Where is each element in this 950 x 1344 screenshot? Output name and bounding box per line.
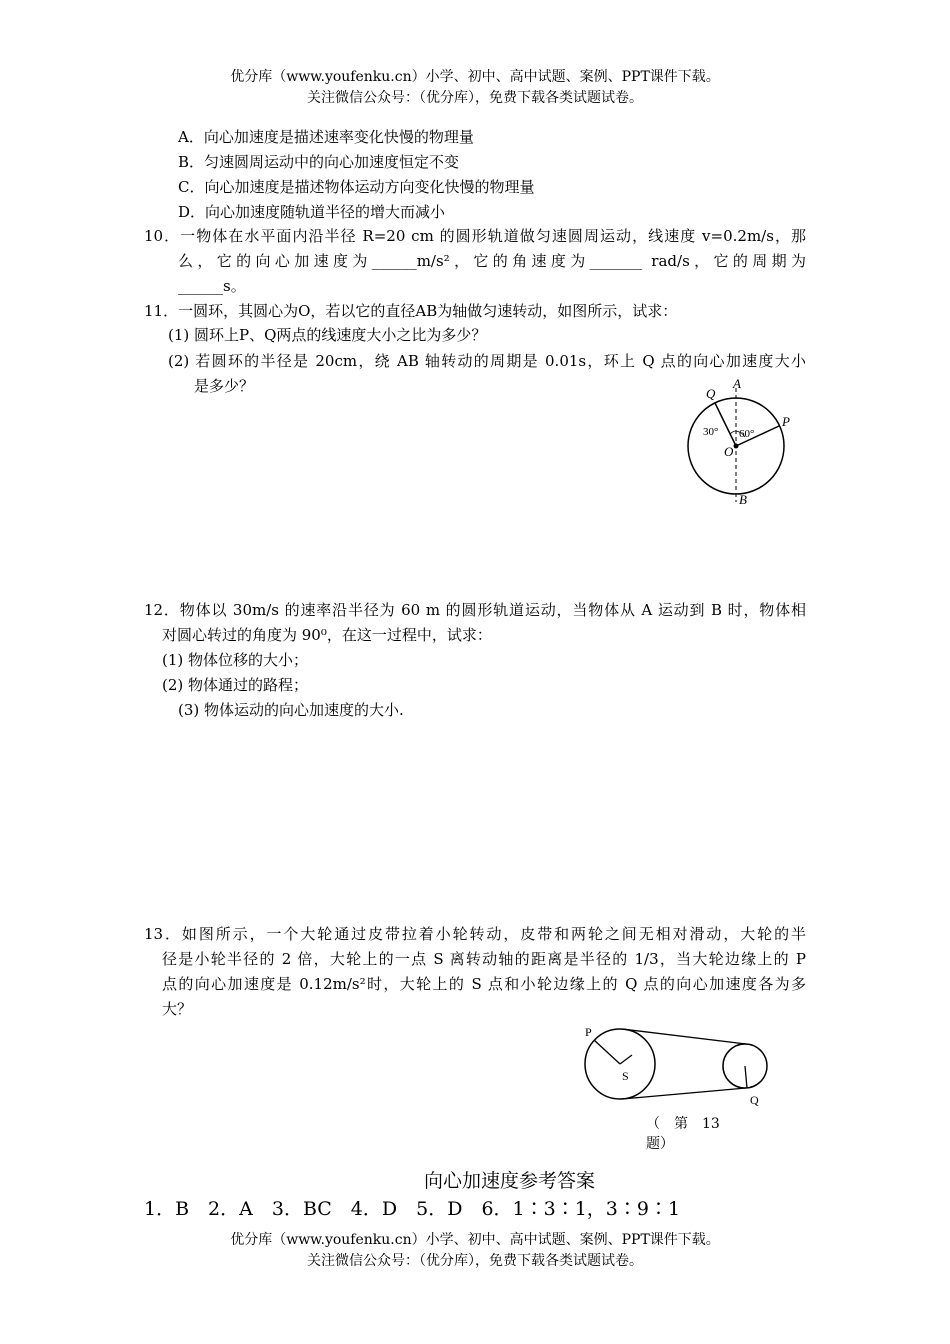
q13-caption-line2: 题） — [646, 1136, 674, 1152]
q9-option-b: B．匀速圆周运动中的向心加速度恒定不变 — [178, 153, 460, 171]
q9-option-a: A．向心加速度是描述速率变化快慢的物理量 — [178, 128, 474, 146]
label-b: B — [739, 492, 747, 507]
q11-part1: (1) 圆环上P、Q两点的线速度大小之比为多少？ — [168, 326, 487, 344]
q12-part2: (2) 物体通过的路程； — [162, 676, 309, 694]
label-a: A — [733, 376, 741, 391]
answer-title: 向心加速度参考答案 — [424, 1170, 596, 1192]
q12-line1: 12．物体以 30m/s 的速率沿半径为 60 m 的圆形轨道运动，当物体从 A 运动到 B 时，物体相 — [144, 601, 806, 619]
q13-caption-line1: （ 第 13 — [646, 1116, 720, 1132]
q13-belt-figure — [582, 1022, 782, 1112]
q12-part3: (3) 物体运动的向心加速度的大小. — [178, 701, 404, 719]
q12-part1: (1) 物体位移的大小； — [162, 651, 309, 669]
big-wheel-radius-s — [620, 1055, 632, 1064]
q13-line3: 点的向心加速度是 0.12m/s²时，大轮上的 S 点和小轮边缘上的 Q 点的向心加速度各为多 — [162, 975, 806, 993]
q11-part2a: (2) 若圆环的半径是 20cm，绕 AB 轴转动的周期是 0.01s，环上 Q 点的向心加速度大小 — [168, 352, 806, 370]
small-wheel-radius-q — [745, 1066, 747, 1088]
q11-stem: 11．一圆环，其圆心为O，若以它的直径AB为轴做匀速转动，如图所示，试求： — [144, 302, 678, 320]
q11-ring-figure — [682, 378, 792, 508]
label-o: O — [724, 444, 734, 459]
angle-60-label: 60° — [739, 428, 755, 440]
q13-line2: 径是小轮半径的 2 倍，大轮上的一点 S 离转动轴的距离是半径的 1/3，当大轮边缘上的 P — [162, 950, 806, 968]
label-s: S — [622, 1069, 629, 1083]
big-wheel-radius-p — [594, 1040, 620, 1064]
site-footer-line2: 关注微信公众号：（优分库），免费下载各类试题试卷。 — [307, 1253, 643, 1269]
label-p: P — [585, 1025, 592, 1039]
q13-line4: 大？ — [162, 1000, 193, 1018]
label-q: Q — [750, 1093, 759, 1107]
q11-part2b: 是多少？ — [194, 377, 255, 395]
label-p: P — [782, 414, 790, 429]
q10-line3: ______s。 — [178, 277, 246, 295]
q10-line2: 么，它的向心加速度为______m/s²，它的角速度为_______ rad/s，它的周期为 — [178, 252, 806, 270]
center-dot — [734, 444, 739, 449]
site-header-line2: 关注微信公众号：（优分库），免费下载各类试题试卷。 — [307, 90, 643, 106]
q13-line1: 13．如图所示，一个大轮通过皮带拉着小轮转动，皮带和两轮之间无相对滑动，大轮的半 — [144, 925, 806, 943]
q10-line1: 10．一物体在水平面内沿半径 R=20 cm 的圆形轨道做匀速圆周运动，线速度 v=0.2m/s，那 — [144, 227, 806, 245]
q9-option-d: D．向心加速度随轨道半径的增大而减小 — [178, 203, 446, 221]
site-header-line1: 优分库（www.youfenku.cn）小学、初中、高中试题、案例、PPT课件下载。 — [230, 69, 720, 85]
angle-arc-left — [730, 431, 736, 434]
belt-bottom — [622, 1088, 746, 1099]
angle-30-label: 30° — [703, 426, 719, 438]
q12-line2: 对圆心转过的角度为 90⁰，在这一过程中，试求： — [162, 626, 492, 644]
radius-oq — [715, 403, 736, 446]
site-footer-line1: 优分库（www.youfenku.cn）小学、初中、高中试题、案例、PPT课件下载。 — [230, 1232, 720, 1248]
label-q: Q — [706, 386, 716, 401]
answer-line: 1．B 2．A 3．BC 4．D 5．D 6．1∶3∶1，3∶9∶1 — [144, 1198, 681, 1220]
q9-option-c: C．向心加速度是描述物体运动方向变化快慢的物理量 — [178, 178, 535, 196]
